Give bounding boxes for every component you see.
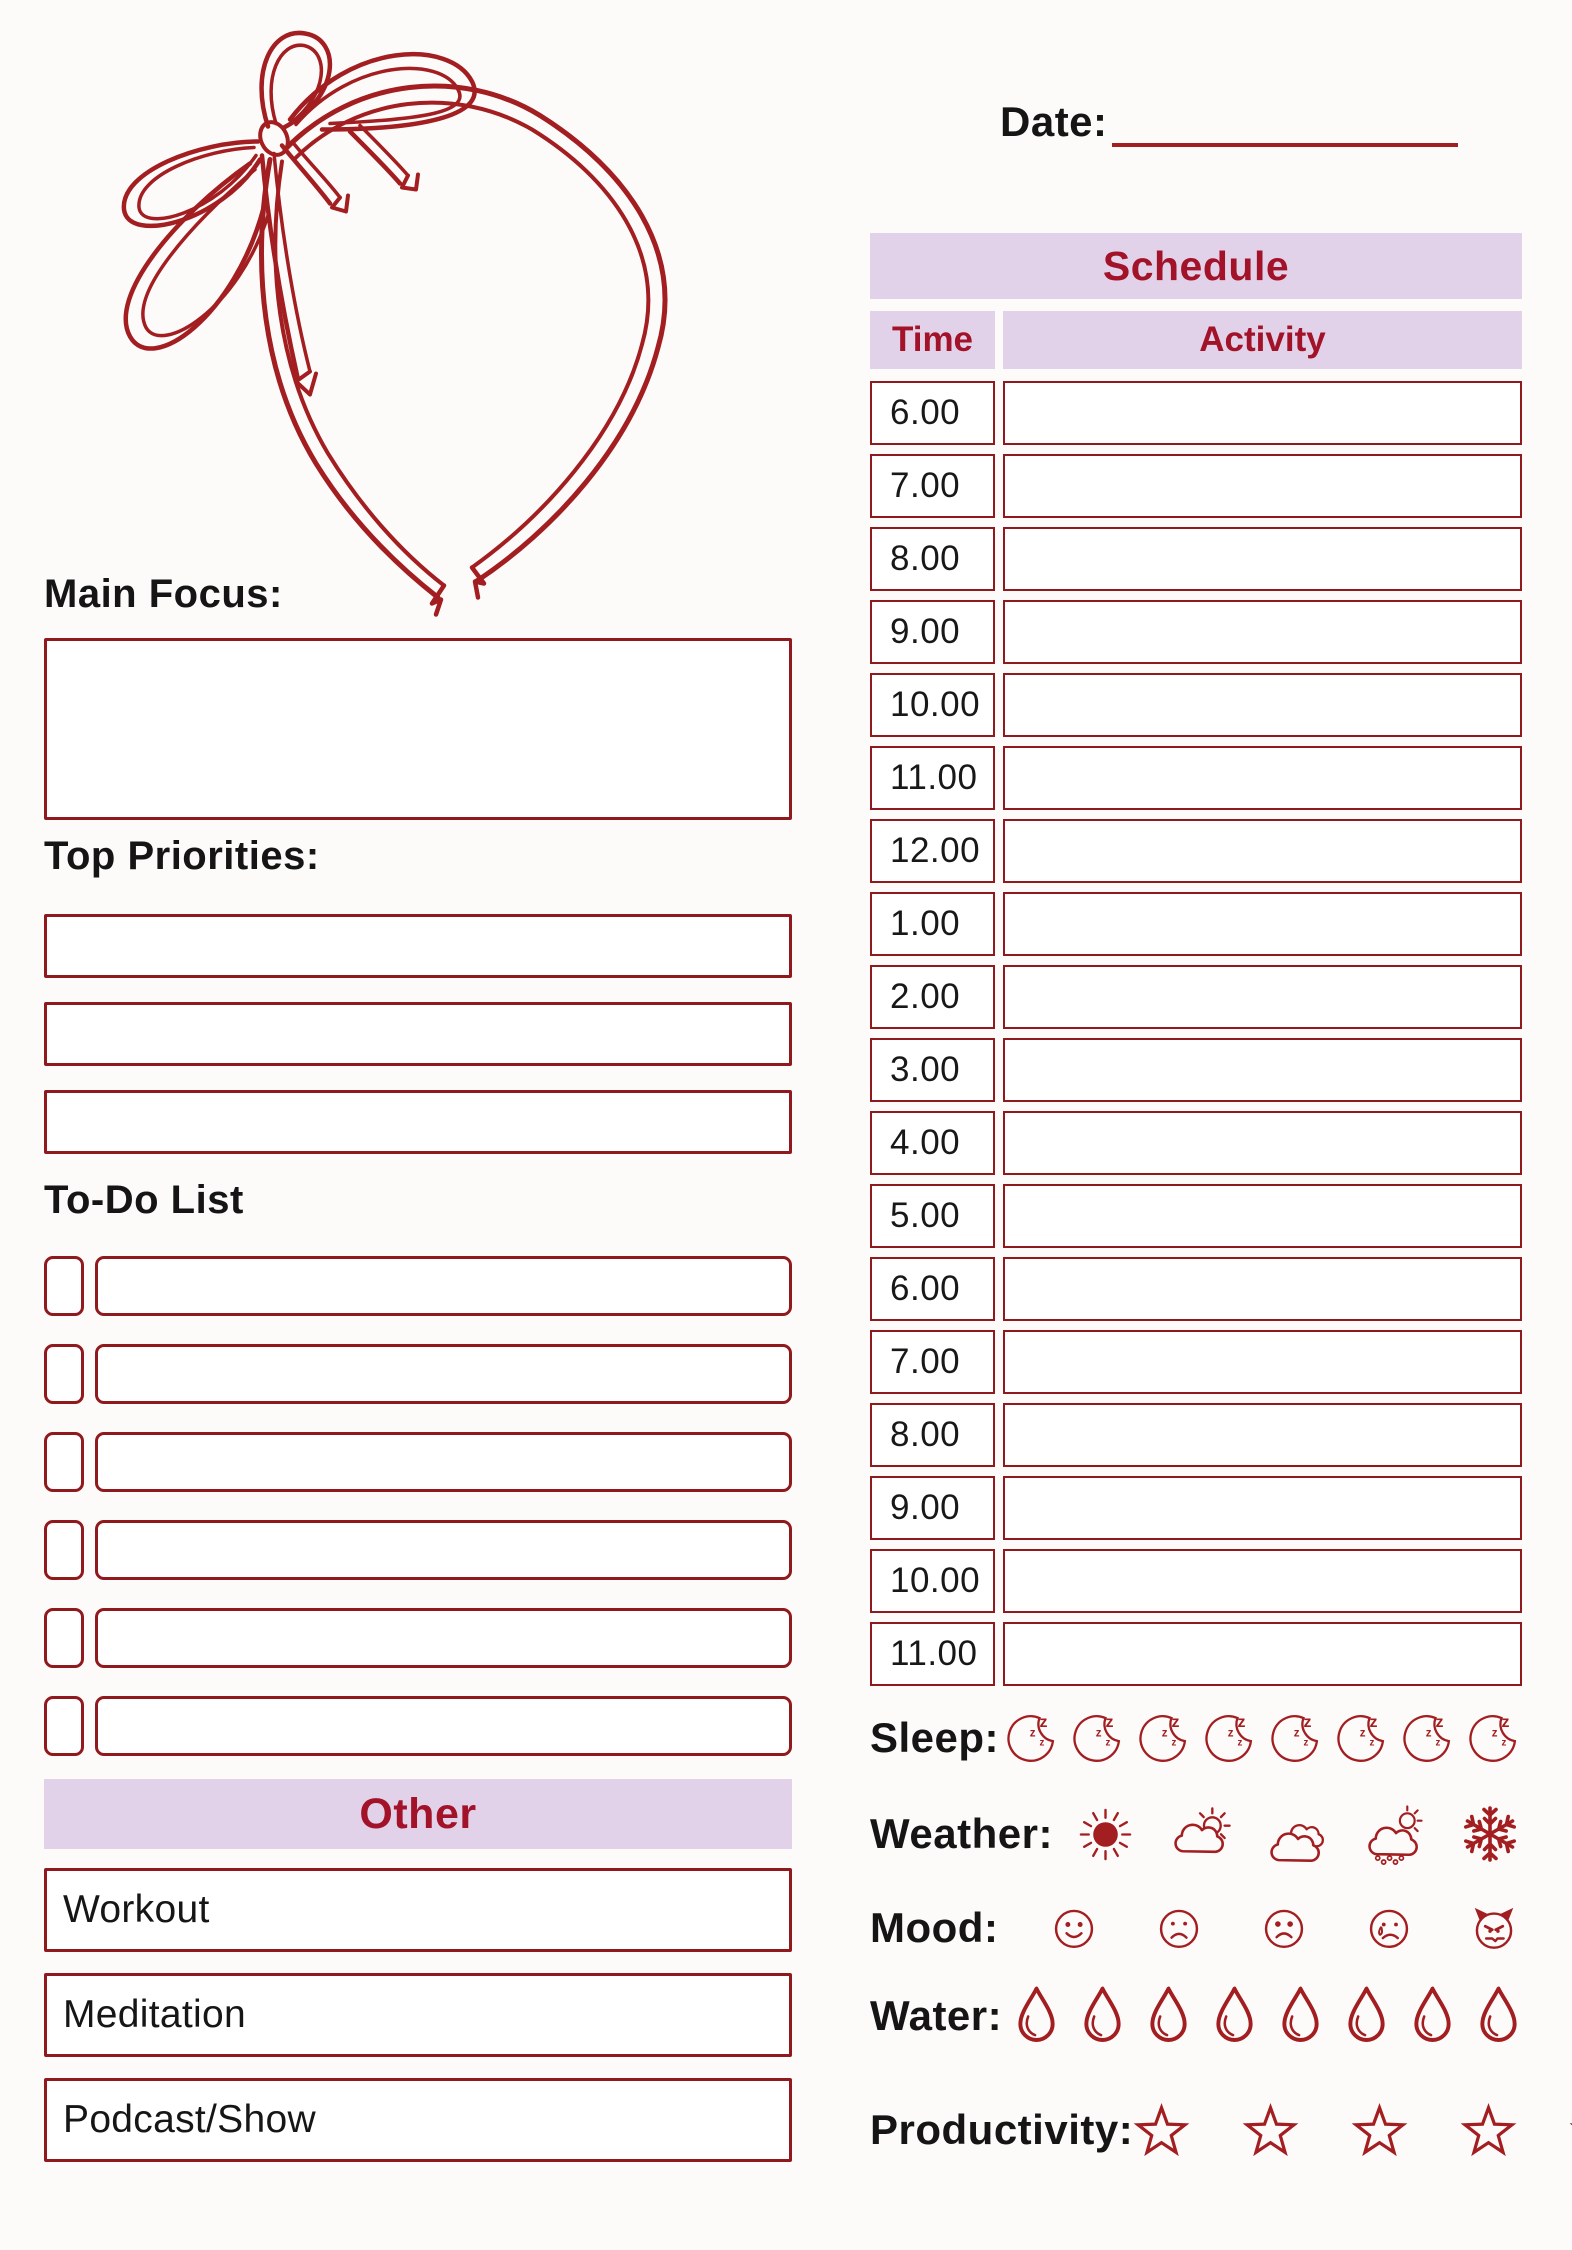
schedule-row bbox=[870, 1476, 1522, 1540]
moon-sleep-icon[interactable] bbox=[1465, 1710, 1522, 1767]
schedule-activity-column-header: Activity bbox=[1003, 311, 1522, 369]
priority-boxes bbox=[44, 914, 792, 1178]
todo-row bbox=[44, 1608, 792, 1668]
schedule-row bbox=[870, 1403, 1522, 1467]
todo-row bbox=[44, 1344, 792, 1404]
schedule-activity-input[interactable] bbox=[1003, 600, 1522, 664]
tracker-weather bbox=[870, 1794, 1522, 1874]
schedule-activity-input[interactable] bbox=[1003, 1330, 1522, 1394]
schedule-activity-input[interactable] bbox=[1003, 1476, 1522, 1540]
schedule-time-label: 5.00 bbox=[870, 1184, 995, 1248]
todo-checkbox[interactable] bbox=[44, 1432, 84, 1492]
priority-input[interactable] bbox=[44, 1002, 792, 1066]
tracker-icons bbox=[1013, 1985, 1522, 2048]
snowflake-icon[interactable] bbox=[1458, 1802, 1522, 1866]
todo-checkbox[interactable] bbox=[44, 1344, 84, 1404]
schedule-row bbox=[870, 1257, 1522, 1321]
todo-input[interactable] bbox=[95, 1432, 792, 1492]
schedule-activity-input[interactable] bbox=[1003, 1184, 1522, 1248]
schedule-time-label: 9.00 bbox=[870, 600, 995, 664]
schedule-time-label: 7.00 bbox=[870, 454, 995, 518]
water-drop-icon[interactable] bbox=[1211, 1985, 1258, 2048]
schedule-activity-input[interactable] bbox=[1003, 819, 1522, 883]
schedule-row bbox=[870, 1038, 1522, 1102]
top-priorities-label: Top Priorities: bbox=[44, 834, 320, 878]
todo-input[interactable] bbox=[95, 1608, 792, 1668]
tracker-label: Sleep: bbox=[870, 1714, 1000, 1761]
schedule-time-label: 6.00 bbox=[870, 1257, 995, 1321]
schedule-title: Schedule bbox=[1102, 242, 1290, 289]
schedule-row bbox=[870, 600, 1522, 664]
other-item-label: Workout bbox=[63, 1888, 210, 1931]
other-items bbox=[44, 1868, 792, 2183]
water-drop-icon[interactable] bbox=[1475, 1985, 1522, 2048]
schedule-row bbox=[870, 1184, 1522, 1248]
other-item-podcast-show[interactable] bbox=[44, 2078, 792, 2162]
main-focus-input[interactable] bbox=[44, 638, 792, 820]
other-item-label: Meditation bbox=[63, 1993, 246, 2036]
schedule-time-label: 10.00 bbox=[870, 673, 995, 737]
moon-sleep-icon[interactable] bbox=[1135, 1710, 1192, 1767]
tracker-productivity bbox=[870, 2090, 1522, 2170]
moon-sleep-icon[interactable] bbox=[1267, 1710, 1324, 1767]
schedule-activity-input[interactable] bbox=[1003, 965, 1522, 1029]
todo-input[interactable] bbox=[95, 1520, 792, 1580]
schedule-row bbox=[870, 965, 1522, 1029]
schedule-row bbox=[870, 454, 1522, 518]
other-item-workout[interactable] bbox=[44, 1868, 792, 1952]
schedule-activity-input[interactable] bbox=[1003, 892, 1522, 956]
schedule-time-label: 4.00 bbox=[870, 1111, 995, 1175]
todo-row bbox=[44, 1256, 792, 1316]
priority-input[interactable] bbox=[44, 1090, 792, 1154]
schedule-time-label: 11.00 bbox=[870, 1622, 995, 1686]
tracker-label: Weather: bbox=[870, 1810, 1053, 1857]
sun-icon[interactable] bbox=[1074, 1803, 1137, 1866]
schedule-time-label: 10.00 bbox=[870, 1549, 995, 1613]
todo-checkbox[interactable] bbox=[44, 1696, 84, 1756]
schedule-activity-input[interactable] bbox=[1003, 527, 1522, 591]
other-title: Other bbox=[359, 1789, 477, 1838]
schedule-time-column-header: Time bbox=[870, 311, 995, 369]
todo-row bbox=[44, 1696, 792, 1756]
todo-checkbox[interactable] bbox=[44, 1608, 84, 1668]
date-label: Date: bbox=[1000, 98, 1108, 145]
schedule-header bbox=[870, 233, 1522, 299]
main-focus-label: Main Focus: bbox=[44, 572, 283, 616]
schedule-activity-input[interactable] bbox=[1003, 746, 1522, 810]
moon-sleep-icon[interactable] bbox=[1333, 1710, 1390, 1767]
happy-face-icon[interactable] bbox=[1046, 1900, 1102, 1956]
schedule-row bbox=[870, 1330, 1522, 1394]
schedule-time-label: 3.00 bbox=[870, 1038, 995, 1102]
tracker-mood bbox=[870, 1888, 1522, 1968]
schedule-activity-input[interactable] bbox=[1003, 1257, 1522, 1321]
schedule-activity-input[interactable] bbox=[1003, 673, 1522, 737]
tracker-icons bbox=[1003, 1710, 1522, 1767]
tracker-water bbox=[870, 1976, 1522, 2056]
schedule-activity-input[interactable] bbox=[1003, 454, 1522, 518]
date-input-line[interactable] bbox=[1112, 143, 1458, 147]
water-drop-icon[interactable] bbox=[1277, 1985, 1324, 2048]
todo-row bbox=[44, 1432, 792, 1492]
moon-sleep-icon[interactable] bbox=[1201, 1710, 1258, 1767]
rain-cloud-icon[interactable] bbox=[1362, 1803, 1425, 1866]
schedule-row bbox=[870, 819, 1522, 883]
water-drop-icon[interactable] bbox=[1409, 1985, 1456, 2048]
clouds-icon[interactable] bbox=[1266, 1803, 1329, 1866]
devil-face-icon[interactable] bbox=[1466, 1900, 1522, 1956]
star-icon[interactable] bbox=[1460, 2100, 1517, 2161]
schedule-rows bbox=[870, 381, 1522, 1695]
schedule-activity-input[interactable] bbox=[1003, 1622, 1522, 1686]
todo-checkbox[interactable] bbox=[44, 1256, 84, 1316]
schedule-time-label: 8.00 bbox=[870, 1403, 995, 1467]
star-icon[interactable] bbox=[1242, 2100, 1299, 2161]
star-icon[interactable] bbox=[1133, 2100, 1190, 2161]
tracker-icons bbox=[1046, 1900, 1522, 1956]
todo-row bbox=[44, 1520, 792, 1580]
schedule-activity-input[interactable] bbox=[1003, 381, 1522, 445]
todo-input[interactable] bbox=[95, 1696, 792, 1756]
priority-input[interactable] bbox=[44, 914, 792, 978]
water-drop-icon[interactable] bbox=[1145, 1985, 1192, 2048]
schedule-activity-input[interactable] bbox=[1003, 1549, 1522, 1613]
schedule-time-label: 9.00 bbox=[870, 1476, 995, 1540]
moon-sleep-icon[interactable] bbox=[1399, 1710, 1456, 1767]
moon-sleep-icon[interactable] bbox=[1069, 1710, 1126, 1767]
moon-sleep-icon[interactable] bbox=[1003, 1710, 1060, 1767]
heart-bow-illustration bbox=[100, 10, 700, 618]
schedule-time-label: 2.00 bbox=[870, 965, 995, 1029]
schedule-row bbox=[870, 1622, 1522, 1686]
schedule-row bbox=[870, 1111, 1522, 1175]
todo-checkbox[interactable] bbox=[44, 1520, 84, 1580]
water-drop-icon[interactable] bbox=[1079, 1985, 1126, 2048]
schedule-time-label: 7.00 bbox=[870, 1330, 995, 1394]
water-drop-icon[interactable] bbox=[1013, 1985, 1060, 2048]
tracker-label: Mood: bbox=[870, 1904, 999, 1951]
todo-input[interactable] bbox=[95, 1344, 792, 1404]
todo-list bbox=[44, 1256, 792, 1784]
tracker-icons bbox=[1133, 2100, 1572, 2161]
schedule-row bbox=[870, 892, 1522, 956]
tracker-label: Productivity: bbox=[870, 2106, 1134, 2153]
tracker-sleep bbox=[870, 1698, 1522, 1778]
tracker-icons bbox=[1074, 1802, 1522, 1866]
schedule-time-label: 11.00 bbox=[870, 746, 995, 810]
schedule-time-label: 8.00 bbox=[870, 527, 995, 591]
schedule-time-label: 1.00 bbox=[870, 892, 995, 956]
schedule-row bbox=[870, 527, 1522, 591]
schedule-column-headers bbox=[870, 311, 1522, 369]
schedule-activity-input[interactable] bbox=[1003, 1403, 1522, 1467]
schedule-row bbox=[870, 1549, 1522, 1613]
schedule-time-label: 12.00 bbox=[870, 819, 995, 883]
crying-face-icon[interactable] bbox=[1361, 1900, 1417, 1956]
schedule-row bbox=[870, 381, 1522, 445]
other-section-header bbox=[44, 1779, 792, 1849]
other-item-meditation[interactable] bbox=[44, 1973, 792, 2057]
schedule-activity-input[interactable] bbox=[1003, 1111, 1522, 1175]
schedule-row bbox=[870, 746, 1522, 810]
todo-input[interactable] bbox=[95, 1256, 792, 1316]
star-icon[interactable] bbox=[1351, 2100, 1408, 2161]
other-item-label: Podcast/Show bbox=[63, 2098, 316, 2141]
schedule-time-label: 6.00 bbox=[870, 381, 995, 445]
frown-face-icon[interactable] bbox=[1256, 1900, 1312, 1956]
schedule-activity-input[interactable] bbox=[1003, 1038, 1522, 1102]
todo-list-label: To-Do List bbox=[44, 1178, 244, 1222]
tracker-label: Water: bbox=[870, 1992, 1003, 2039]
sun-cloud-icon[interactable] bbox=[1170, 1803, 1233, 1866]
sad-face-icon[interactable] bbox=[1151, 1900, 1207, 1956]
water-drop-icon[interactable] bbox=[1343, 1985, 1390, 2048]
schedule-row bbox=[870, 673, 1522, 737]
